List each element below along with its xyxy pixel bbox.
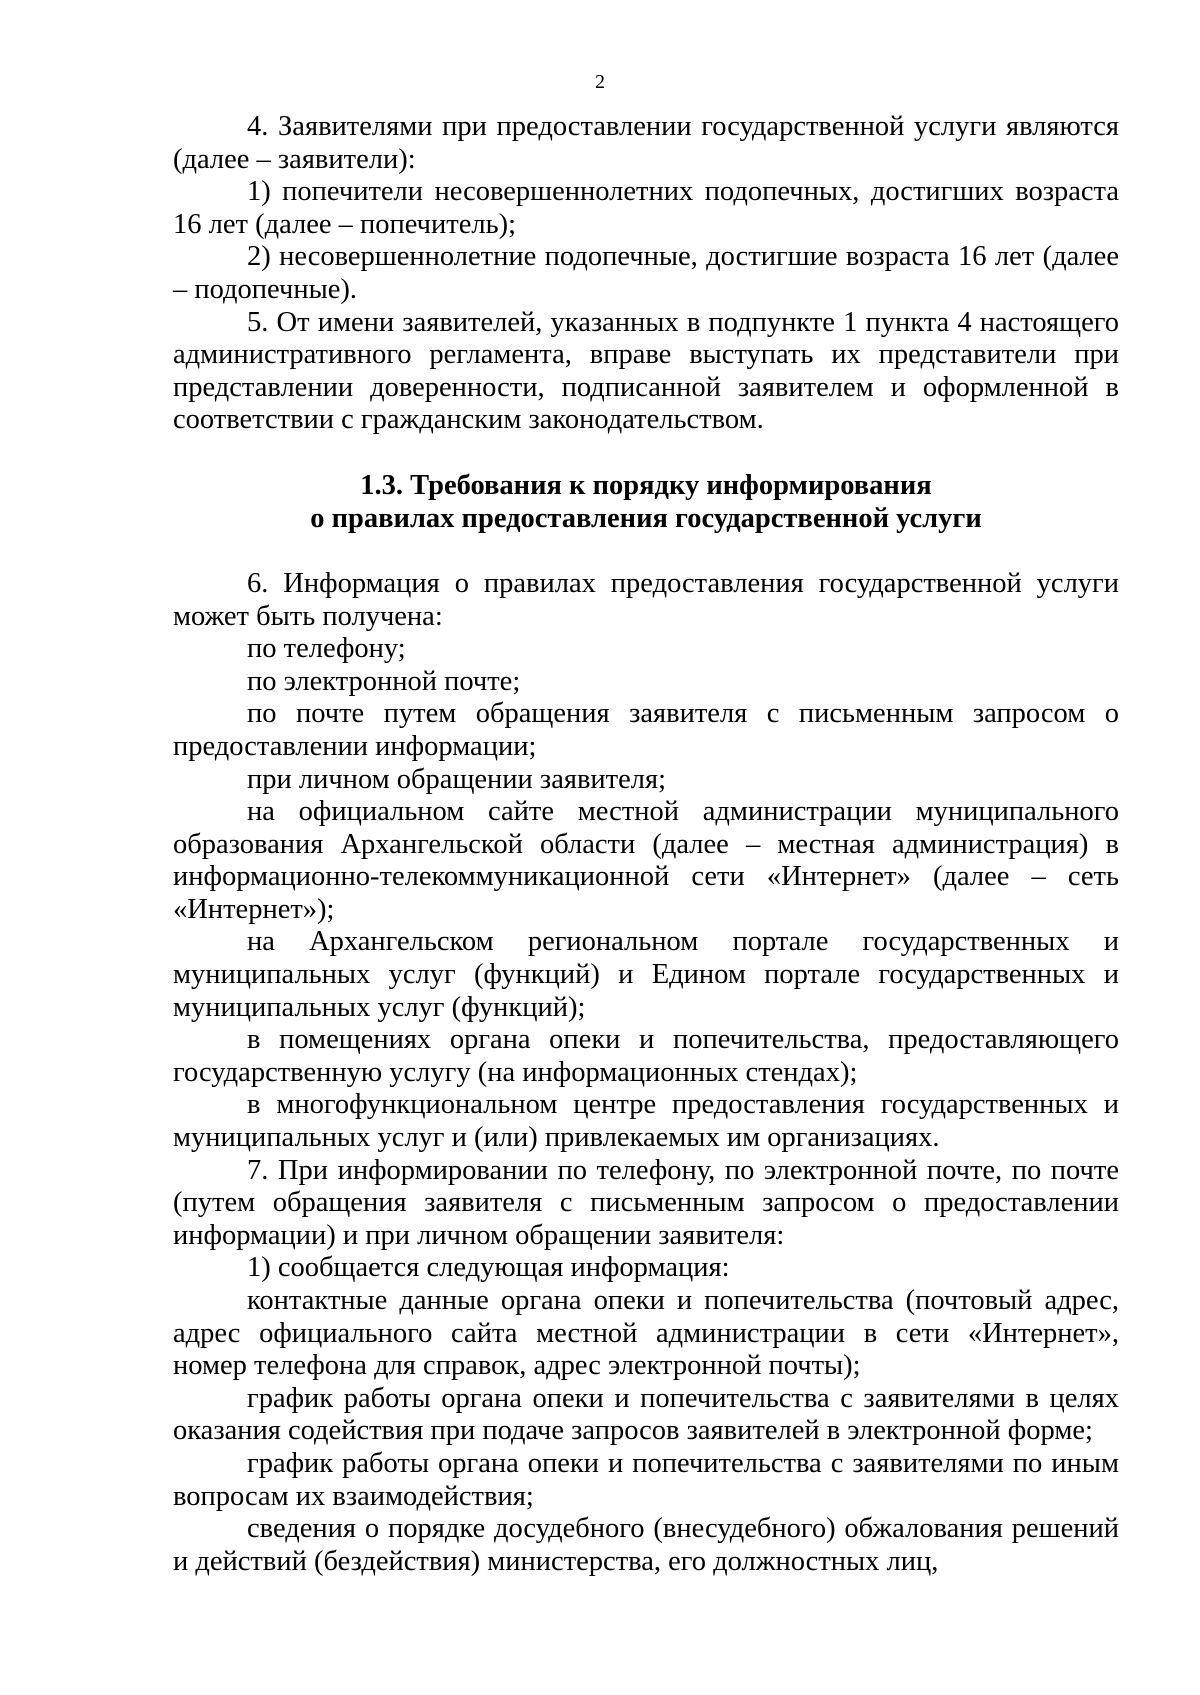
list-item-mfc: в многофункциональном центре предоставления государственных и муниципальных услуг и (или) привлекаемых им организациях. [173,1089,1119,1154]
list-item-portals: на Архангельском региональном портале государственных и муниципальных услуг (функций) и Едином портале государственных и муниципальных услуг (функций); [173,926,1119,1023]
list-item-schedule-other: график работы органа опеки и попечительства с заявителями по иным вопросам их взаимодействия; [173,1447,1119,1512]
list-item-schedule-electronic: график работы органа опеки и попечительства с заявителями в целях оказания содействия при подаче запросов заявителей в электронной форме; [173,1382,1119,1447]
list-item-phone: по телефону; [247,633,406,665]
section-heading [173,469,1119,535]
list-item-website: на официальном сайте местной администрации муниципального образования Архангельской области (далее – местная администрация) в информационно-телекоммуникационной сети «Интернет» (далее – сеть «Интернет»); [173,796,1119,925]
list-item-personal: при личном обращении заявителя; [247,763,667,795]
paragraph-item-7-1: 1) сообщается следующая информация: [247,1252,730,1284]
paragraph-item-5: 5. От имени заявителей, указанных в подпункте 1 пункта 4 настоящего административного регламента, вправе выступать их представители при представлении доверенности, подписанной заявителем и оформленной в соответствии с гражданским законодательством. [173,306,1119,436]
paragraph-item-7: 7. При информировании по телефону, по электронной почте, по почте (путем обращения заявителя с письменным запросом о предоставлении информации) и при личном обращении заявителя: [173,1154,1119,1251]
paragraph-item-4-2: 2) несовершеннолетние подопечные, достигшие возраста 16 лет (далее – подопечные). [173,241,1119,305]
document-body [173,111,1119,1578]
list-item-post: по почте путем обращения заявителя с письменным запросом о предоставлении информации; [173,698,1119,762]
paragraph-item-6: 6. Информация о правилах предоставления государственной услуги может быть получена: [173,567,1119,632]
section-heading-line-2: о правилах предоставления государственной услуги [310,502,982,534]
list-item-appeal: сведения о порядке досудебного (внесудебного) обжалования решений и действий (бездействия) министерства, его должностных лиц, [173,1513,1119,1577]
section-heading-line-1: 1.3. Требования к порядку информирования [360,469,932,501]
paragraph-item-4: 4. Заявителями при предоставлении государственной услуги являются (далее – заявители): [173,111,1119,175]
list-item-contacts: контактные данные органа опеки и попечительства (почтовый адрес, адрес официального сайта местной администрации в сети «Интернет», номер телефона для справок, адрес электронной почты); [173,1285,1119,1382]
list-item-premises: в помещениях органа опеки и попечительства, предоставляющего государственную услугу (на информационных стендах); [173,1024,1119,1088]
page-number: 2 [595,71,605,93]
paragraph-item-4-1: 1) попечители несовершеннолетних подопечных, достигших возраста 16 лет (далее – попечитель); [173,176,1119,240]
list-item-email: по электронной почте; [247,665,521,697]
